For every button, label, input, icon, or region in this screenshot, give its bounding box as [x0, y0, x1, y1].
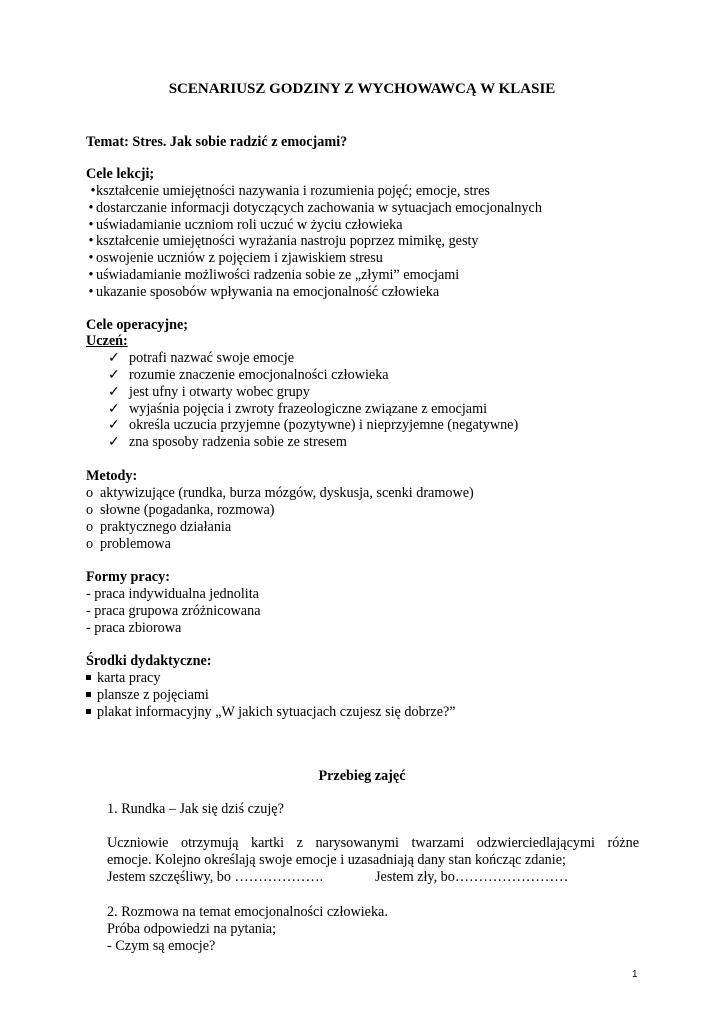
step-1: 1. Rundka – Jak się dziś czuję? [107, 801, 284, 817]
list-item: - praca zbiorowa [86, 620, 182, 636]
paragraph-line: Uczniowie otrzymują kartki z narysowanymi twarzami odzwierciedlającymi różne [107, 835, 639, 851]
course-heading: Przebieg zajęć [318, 768, 406, 784]
paragraph-line: - Czym są emocje? [107, 938, 216, 954]
document-page: SCENARIUSZ GODZINY Z WYCHOWAWCĄ W KLASIE Temat: Stres. Jak sobie radzić z emocjami? Cele lekcji; • kształcenie umiejętności nazywania i rozumienia pojęć; emocje, stres • dostarczanie informacji dotyczących zachowania w sytuacjach emocjonalnych • uświadamianie uczniom roli uczuć w życiu człowieka • kształcenie umiejętności wyrażania nastroju poprzez mimikę, gesty • oswojenie uczniów z pojęciem i zjawiskiem stresu • uświadamianie możliwości radzenia sobie ze „złymi” emocjami • ukazanie sposobów wpływania na emocjonalność człowieka Cele operacyjne; Uczeń: ✓ potrafi nazwać swoje emocje ✓ rozumie znaczenie emocjonalności człowieka ✓ jest ufny i otwarty wobec grupy ✓ wyjaśnia pojęcia i zwroty frazeologiczne związane z emocjami ✓ określa uczucia przyjemne (pozytywne) i nieprzyjemne (negatywne) ✓ zna sposoby radzenia sobie ze stresem Metody: o aktywizujące (rundka, burza mózgów, dyskusja, scenki dramowe) o słowne (pogadanka, rozmowa) o praktycznego działania o problemowa Formy pracy: - praca indywidualna jednolita - praca grupowa zróżnicowana - praca zbiorowa Środki dydaktyczne: karta pracy plansze z pojęciami plakat informacyjny „W jakich sytuacjach czujesz się dobrze?” Przebieg zajęć 1. Rundka – Jak się dziś czuję? Uczniowie otrzymują kartki z narysowanymi twarzami odzwierciedlającymi różne emocje. Kolejno określają swoje emocje i uzasadniają dany stan kończąc zdanie; Jestem szczęśliwy, bo ………………. Jestem zły, bo…………………… 2. Rozmowa na temat emocjonalności człowieka. Próba odpowiedzi na pytania; - Czym są emocje? 1 [0, 0, 724, 1024]
checkmark-icon: ✓ [108, 384, 120, 400]
checkmark-icon: ✓ [108, 417, 120, 433]
square-bullet-icon [86, 709, 91, 714]
list-item: o aktywizujące (rundka, burza mózgów, dyskusja, scenki dramowe) [86, 485, 474, 501]
checkmark-icon: ✓ [108, 350, 120, 366]
sentence-prompt-happy: Jestem szczęśliwy, bo ………………. [107, 869, 324, 885]
paragraph-line: emocje. Kolejno określają swoje emocje i uzasadniają dany stan kończąc zdanie; [107, 852, 566, 868]
list-item: - praca grupowa zróżnicowana [86, 603, 261, 619]
page-number: 1 [632, 969, 638, 980]
teaching-aids-heading: Środki dydaktyczne: [86, 653, 212, 669]
square-bullet-icon [86, 692, 91, 697]
list-item: o słowne (pogadanka, rozmowa) [86, 502, 275, 518]
list-item: plakat informacyjny „W jakich sytuacjach czujesz się dobrze?” [86, 704, 91, 721]
document-title: SCENARIUSZ GODZINY Z WYCHOWAWCĄ W KLASIE [168, 81, 556, 97]
circle-bullet-icon: o [86, 485, 94, 501]
methods-heading: Metody: [86, 468, 138, 484]
circle-bullet-icon: o [86, 519, 94, 535]
list-item: plansze z pojęciami [86, 687, 91, 704]
list-item: o problemowa [86, 536, 171, 552]
list-item: o praktycznego działania [86, 519, 232, 535]
step-2: 2. Rozmowa na temat emocjonalności człowieka. [107, 904, 388, 920]
checkmark-icon: ✓ [108, 367, 120, 383]
circle-bullet-icon: o [86, 502, 94, 518]
square-bullet-icon [86, 675, 91, 680]
circle-bullet-icon: o [86, 536, 94, 552]
list-item: karta pracy [86, 670, 91, 687]
sentence-prompt-angry: Jestem zły, bo…………………… [375, 869, 569, 885]
lesson-goals-heading: Cele lekcji; [86, 166, 155, 182]
checkmark-icon: ✓ [108, 434, 120, 450]
work-forms-heading: Formy pracy: [86, 569, 170, 585]
paragraph-line: Próba odpowiedzi na pytania; [107, 921, 277, 937]
list-item: - praca indywidualna jednolita [86, 586, 259, 602]
operational-goals-heading: Cele operacyjne; [86, 317, 189, 333]
checkmark-icon: ✓ [108, 401, 120, 417]
student-subheading: Uczeń: [86, 333, 128, 349]
lesson-topic: Temat: Stres. Jak sobie radzić z emocjami? [86, 134, 348, 150]
